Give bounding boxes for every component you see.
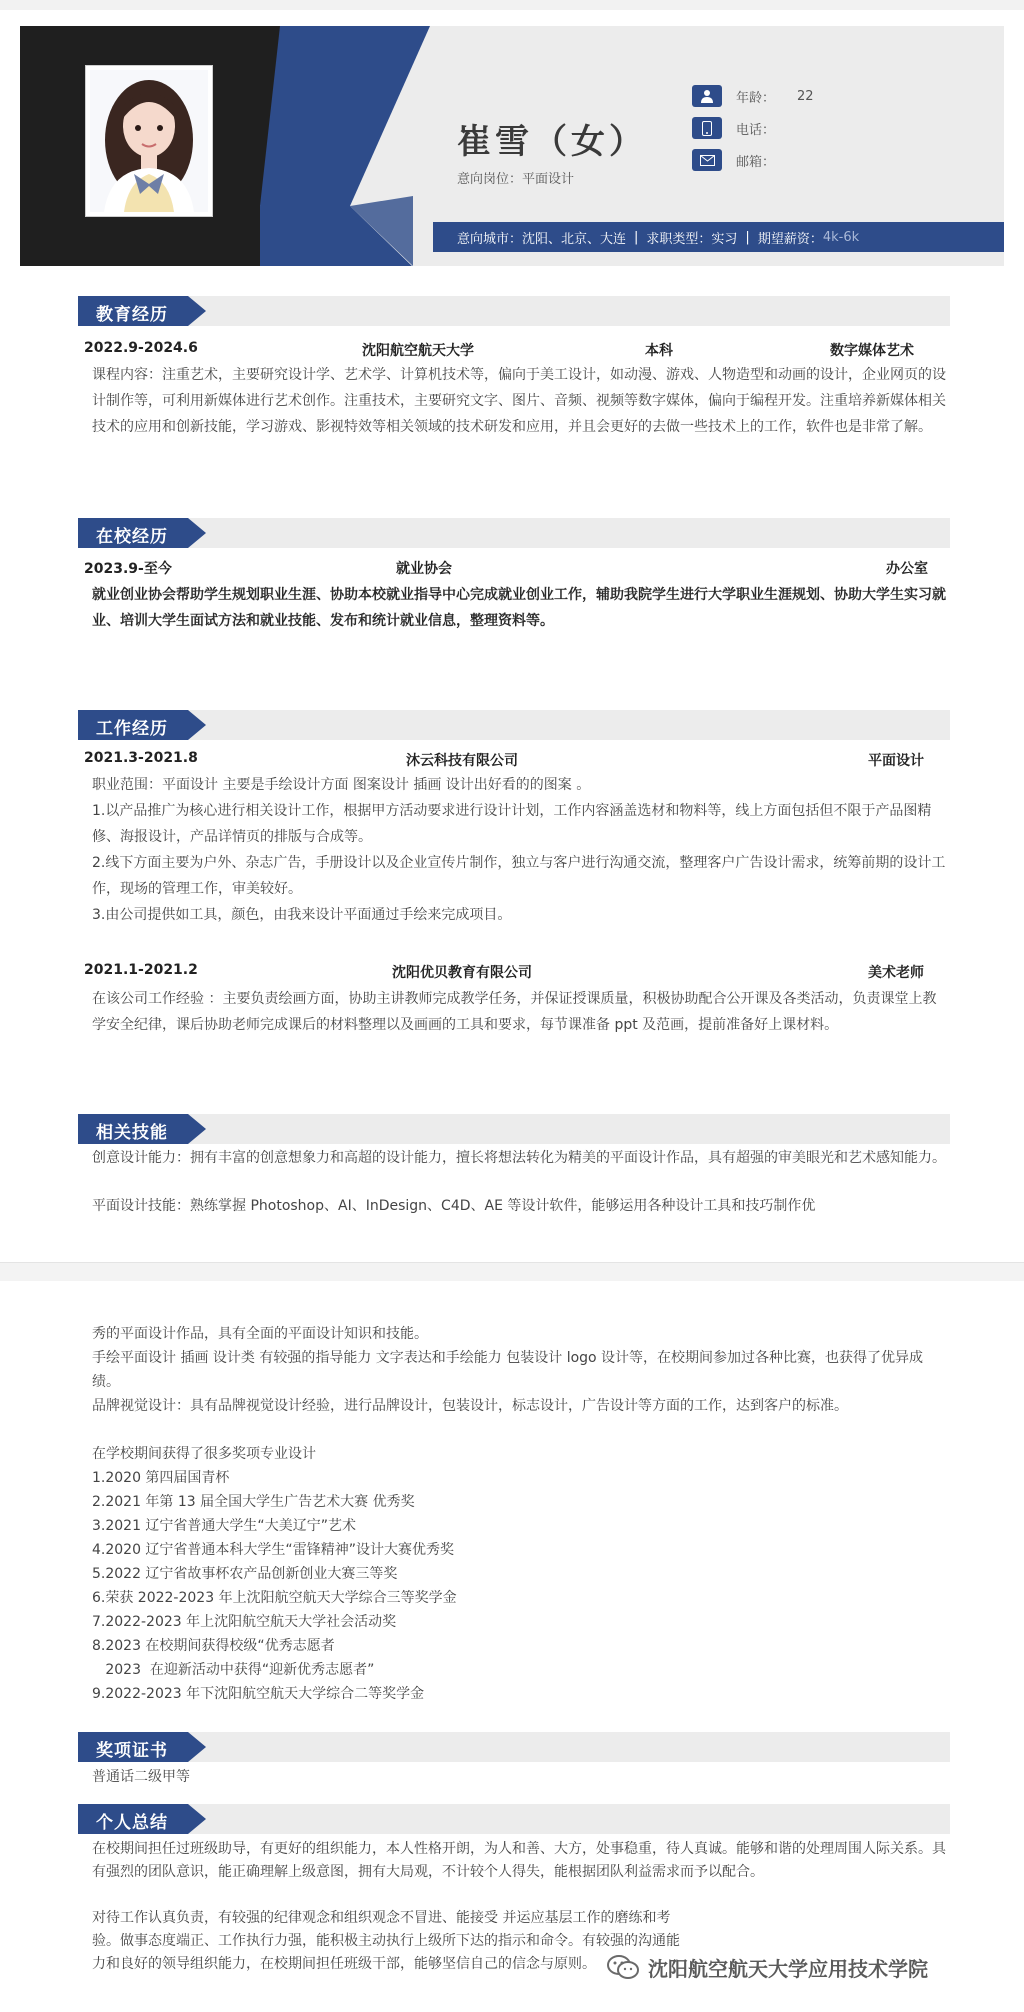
bar-separator: | <box>745 229 750 245</box>
campus-org: 就业协会 <box>396 561 452 577</box>
person-icon <box>692 85 722 107</box>
section-title-education: 教育经历 <box>96 305 168 325</box>
wechat-icon <box>606 1954 640 1980</box>
section-title-summary: 个人总结 <box>96 1813 168 1833</box>
section-title-skills: 相关技能 <box>96 1123 168 1143</box>
email-label: 邮箱： <box>736 154 776 170</box>
award-item: 4.2020 辽宁省普通本科大学生“雷锋精神”设计大赛优秀奖 <box>92 1542 454 1558</box>
summary-paragraph: 在校期间担任过班级助导，有更好的组织能力，本人性格开朗，为人和善、大方，处事稳重，待人真诚。能够和谐的处理周围人际关系。具有强烈的团队意识，能正确理解上级意图，拥有大局观，不计较个人得失，能根据团队利益需求而予以配合。 <box>92 1841 946 1880</box>
job-duty-item: 2.线下方面主要为户外、杂志广告，手册设计以及企业宣传片制作，独立与客户进行沟通交流，整理客户广告设计需求，统筹前期的设计工作，现场的管理工作，审美较好。 <box>92 855 946 897</box>
education-degree: 本科 <box>645 343 673 359</box>
campus-role: 办公室 <box>886 561 928 577</box>
mail-icon <box>692 149 722 171</box>
phone-label: 电话： <box>736 122 776 138</box>
section-education <box>78 296 950 326</box>
award-item: 5.2022 辽宁省故事杯农产品创新创业大赛三等奖 <box>92 1566 398 1582</box>
age-value: 22 <box>797 88 814 104</box>
job-role: 美术老师 <box>868 965 924 981</box>
watermark-text: 沈阳航空航天大学应用技术学院 <box>648 1956 928 1981</box>
job-row <box>84 750 948 772</box>
section-certificates <box>78 1732 950 1762</box>
watermark <box>606 1953 928 1981</box>
skill-graphic-design: 平面设计技能：熟练掌握 Photoshop、AI、InDesign、C4D、AE 等设计软件，能够运用各种设计工具和技巧制作优 <box>92 1198 816 1214</box>
certificate-item: 普通话二级甲等 <box>92 1769 190 1785</box>
campus-date: 2023.9-至今 <box>84 561 172 577</box>
bar-separator: | <box>634 229 639 245</box>
award-item: 3.2021 辽宁省普通大学生“大美辽宁”艺术 <box>92 1518 356 1534</box>
age-label: 年龄： <box>736 90 776 106</box>
section-title-certificates: 奖项证书 <box>96 1741 168 1761</box>
email-row <box>692 148 775 172</box>
job-description: 在该公司工作经验 ：主要负责绘画方面，协助主讲教师完成教学任务，并保证授课质量，积极协助配合公开课及各类活动，负责课堂上教学安全纪律，课后协助老师完成课后的材料整理以及画画的工具和要求，每节课准备 ppt 及范画，提前准备好上课材料。 <box>92 991 937 1033</box>
skill-creative: 创意设计能力：拥有丰富的创意想象力和高超的设计能力，擅长将想法转化为精美的平面设计作品，具有超强的审美眼光和艺术感知能力。 <box>92 1150 946 1166</box>
job-row <box>84 962 948 984</box>
job-duty-item: 1.以产品推广为核心进行相关设计工作，根据甲方活动要求进行设计计划，工作内容涵盖选材和物料等，线上方面包括但不限于产品图精修、海报设计，产品详情页的排版与合成等。 <box>92 803 932 845</box>
job-date: 2021.3-2021.8 <box>84 750 198 766</box>
award-item: 2.2021 年第 13 届全国大学生广告艺术大赛 优秀奖 <box>92 1494 415 1510</box>
section-title-work: 工作经历 <box>96 719 168 739</box>
award-item: 1.2020 第四届国青杯 <box>92 1470 230 1486</box>
section-title-campus: 在校经历 <box>96 527 168 547</box>
target-position-label: 意向岗位： <box>457 172 523 187</box>
candidate-name: 崔雪（女） <box>457 122 647 162</box>
awards-intro: 在学校期间获得了很多奖项专业设计 <box>92 1446 316 1462</box>
education-row <box>84 340 948 362</box>
section-summary <box>78 1804 950 1834</box>
age-row <box>692 84 814 108</box>
education-major: 数字媒体艺术 <box>830 343 914 359</box>
target-position <box>457 168 574 187</box>
phone-row <box>692 116 775 140</box>
job-intent-bar <box>433 222 1004 252</box>
portrait-image <box>90 70 208 212</box>
section-skills <box>78 1114 950 1144</box>
education-description: 课程内容：注重艺术，主要研究设计学、艺术学、计算机技术等，偏向于美工设计，如动漫、游戏、人物造型和动画的设计，企业网页的设计制作等，可利用新媒体进行艺术创作。注重技术，主要研究文字、图片、音频、视频等数字媒体，偏向于编程开发。注重培养新媒体相关技术的应用和创新技能，学习游戏、影视特效等相关领域的技术研发和应用，并且会更好的去做一些技术上的工作，软件也是非常了解。 <box>92 367 946 435</box>
top-margin <box>0 0 1024 10</box>
job-duty-item: 3.由公司提供如工具，颜色，由我来设计平面通过手绘来完成项目。 <box>92 907 512 923</box>
target-position-value: 平面设计 <box>522 172 575 187</box>
campus-row <box>84 558 948 580</box>
phone-icon <box>692 117 722 139</box>
page-break <box>0 1262 1024 1281</box>
intent-type: 求职类型：实习 <box>646 231 738 247</box>
job-role: 平面设计 <box>868 753 924 769</box>
resume-header <box>20 26 1004 266</box>
profile-photo <box>86 66 212 216</box>
award-item: 6.荣获 2022-2023 年上沈阳航空航天大学综合三等奖学金 <box>92 1590 457 1606</box>
education-date: 2022.9-2024.6 <box>84 340 198 356</box>
award-item: 7.2022-2023 年上沈阳航空航天大学社会活动奖 <box>92 1614 397 1630</box>
skill-brand-visual: 品牌视觉设计：具有品牌视觉设计经验，进行品牌设计，包装设计，标志设计，广告设计等方面的工作，达到客户的标准。 <box>92 1398 848 1414</box>
award-item: 9.2022-2023 年下沈阳航空航天大学综合二等奖学金 <box>92 1686 425 1702</box>
job-company: 沈阳优贝教育有限公司 <box>392 965 532 981</box>
campus-description: 就业创业协会帮助学生规划职业生涯、协助本校就业指导中心完成就业创业工作，辅助我院学生进行大学职业生涯规划、协助大学生实习就业、培训大学生面试方法和就业技能、发布和统计就业信息，整理资料等。 <box>92 587 946 629</box>
intent-salary-label: 期望薪资： <box>757 231 823 247</box>
education-school: 沈阳航空航天大学 <box>362 343 474 359</box>
award-item: 2023 在迎新活动中获得“迎新优秀志愿者” <box>92 1662 375 1678</box>
skill-graphic-design-continued: 秀的平面设计作品，具有全面的平面设计知识和技能。 <box>92 1326 428 1342</box>
section-work <box>78 710 950 740</box>
intent-salary-value: 4k-6k <box>822 229 860 245</box>
job-date: 2021.1-2021.2 <box>84 962 198 978</box>
job-company: 沐云科技有限公司 <box>406 753 518 769</box>
job-scope: 职业范围：平面设计 主要是手绘设计方面 图案设计 插画 设计出好看的的图案 。 <box>92 777 591 793</box>
section-campus <box>78 518 950 548</box>
summary-paragraph: 对待工作认真负责，有较强的纪律观念和组织观念不冒进、能接受 并运应基层工作的磨练和考验。做事态度端正、工作执行力强，能积极主动执行上级所下达的指示和命令。有较强的沟通能力和良好的领导组织能力，在校期间担任班级干部，能够坚信自己的信念与原则。 <box>92 1910 680 1972</box>
skill-hand-drawing: 手绘平面设计 插画 设计类 有较强的指导能力 文字表达和手绘能力 包装设计 logo 设计等，在校期间参加过各种比赛，也获得了优异成绩。 <box>92 1350 924 1390</box>
intent-city: 意向城市：沈阳、北京、大连 <box>457 231 627 247</box>
award-item: 8.2023 在校期间获得校级“优秀志愿者 <box>92 1638 335 1654</box>
